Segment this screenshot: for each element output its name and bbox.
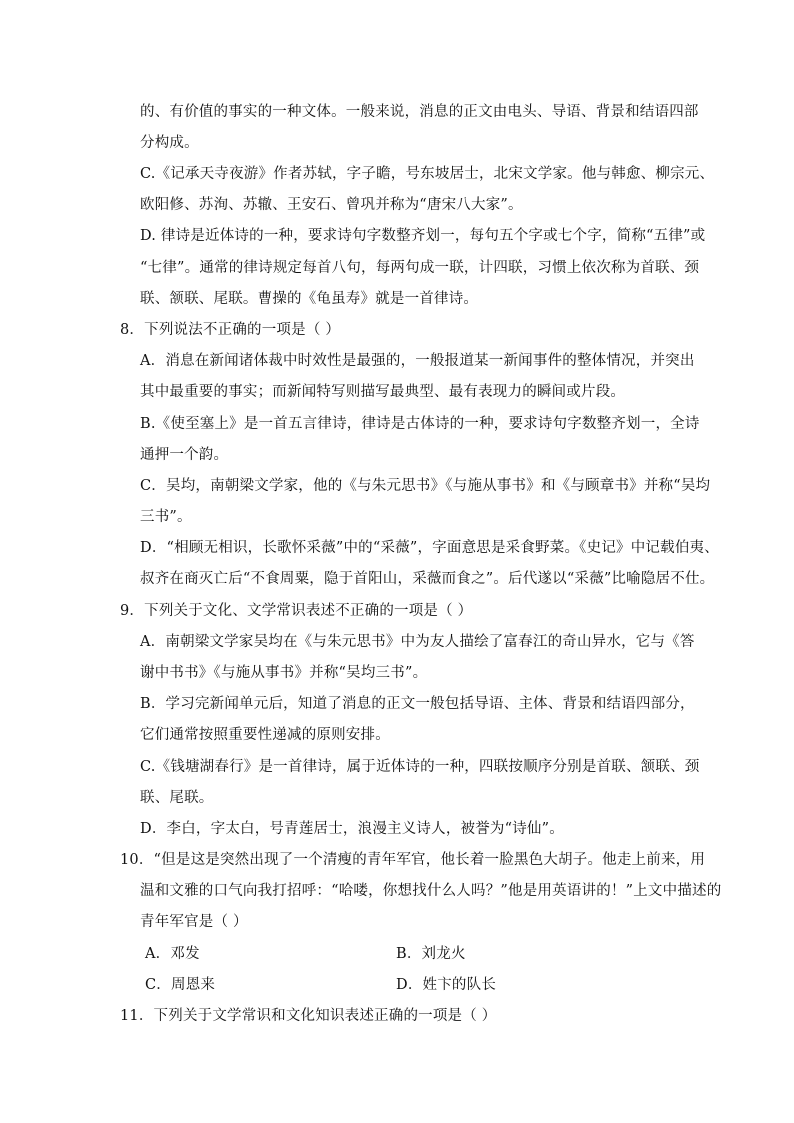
text-line: “七律”。通常的律诗规定每首八句，每两句成一联，计四联，习惯上依次称为首联、颈 [140,260,700,276]
text-line: 分构成。 [140,135,199,151]
q9-option-c: C.《钱塘湖春行》是一首律诗，属于近体诗的一种，四联按顺序分别是首联、颔联、颈 [140,759,700,775]
option-c: C.《记承天寺夜游》作者苏轼，字子瞻，号东坡居士，北宋文学家。他与韩愈、柳宗元、 [140,166,715,182]
q8-option-c: C．吴均，南朝梁文学家，他的《与朱元思书》《与施从事书》和《与顾章书》并称“吴均 [140,478,711,494]
text-line: 叔齐在商灭亡后“不食周粟，隐于首阳山，采薇而食之”。后代遂以“采薇”比喻隐居不仕。 [140,571,715,587]
text-line: 通押一个韵。 [140,447,229,463]
question-9: 9．下列关于文化、文学常识表述不正确的一项是（ ） [120,603,473,619]
text-line: 联、颔联、尾联。曹操的《龟虽寿》就是一首律诗。 [140,291,479,307]
q10-option-c: C．周恩来 [145,977,216,993]
q8-option-b: B.《使至塞上》是一首五言律诗，律诗是古体诗的一种，要求诗句字数整齐划一，全诗 [140,416,700,432]
q8-option-a: A．消息在新闻诸体裁中时效性是最强的，一般报道某一新闻事件的整体情况，并突出 [140,353,695,369]
text-line: 三书”。 [140,509,192,525]
question-11: 11．下列关于文学常识和文化知识表述正确的一项是（ ） [120,1008,497,1024]
text-line: 联、尾联。 [140,790,214,806]
question-10: 10．“但是这是突然出现了一个清瘦的青年军官，他长着一脸黑色大胡子。他走上前来，用 [120,852,706,868]
text-line: 它们通常按照重要性递减的原则安排。 [140,727,390,743]
q10-option-a: A．邓发 [145,946,200,962]
q10-option-b: B．刘龙火 [396,946,466,962]
q9-option-b: B．学习完新闻单元后，知道了消息的正文一般包括导语、主体、背景和结语四部分， [140,696,695,712]
q9-option-a: A．南朝梁文学家吴均在《与朱元思书》中为友人描绘了富春江的奇山异水，它与《答 [140,634,695,650]
text-line: 欧阳修、苏洵、苏辙、王安石、曾巩并称为“唐宋八大家”。 [140,197,523,213]
q9-option-d: D．李白，字太白，号青莲居士，浪漫主义诗人，被誉为“诗仙”。 [140,821,564,837]
text-line: 其中最重要的事实；而新闻特写则描写最典型、最有表现力的瞬间或片段。 [140,384,626,400]
q10-option-d: D．姓卞的队长 [396,977,497,993]
text-line: 谢中书书》《与施从事书》并称“吴均三书”。 [140,665,428,681]
text-line: 温和文雅的口气向我打招呼：“哈喽，你想找什么人吗？”他是用英语讲的！”上文中描述的 [140,883,722,899]
text-line: 青年军官是（ ） [140,914,248,930]
q8-option-d: D．“相顾无相识，长歌怀采薇”中的“采薇”，字面意思是采食野菜。《史记》中记载伯夷、 [140,540,719,556]
text-line: 的、有价值的事实的一种文体。一般来说，消息的正文由电头、导语、背景和结语四部 [140,104,699,120]
question-8: 8．下列说法不正确的一项是（ ） [120,322,341,338]
option-d: D. 律诗是近体诗的一种，要求诗句字数整齐划一，每句五个字或七个字，简称“五律”或 [140,228,706,244]
